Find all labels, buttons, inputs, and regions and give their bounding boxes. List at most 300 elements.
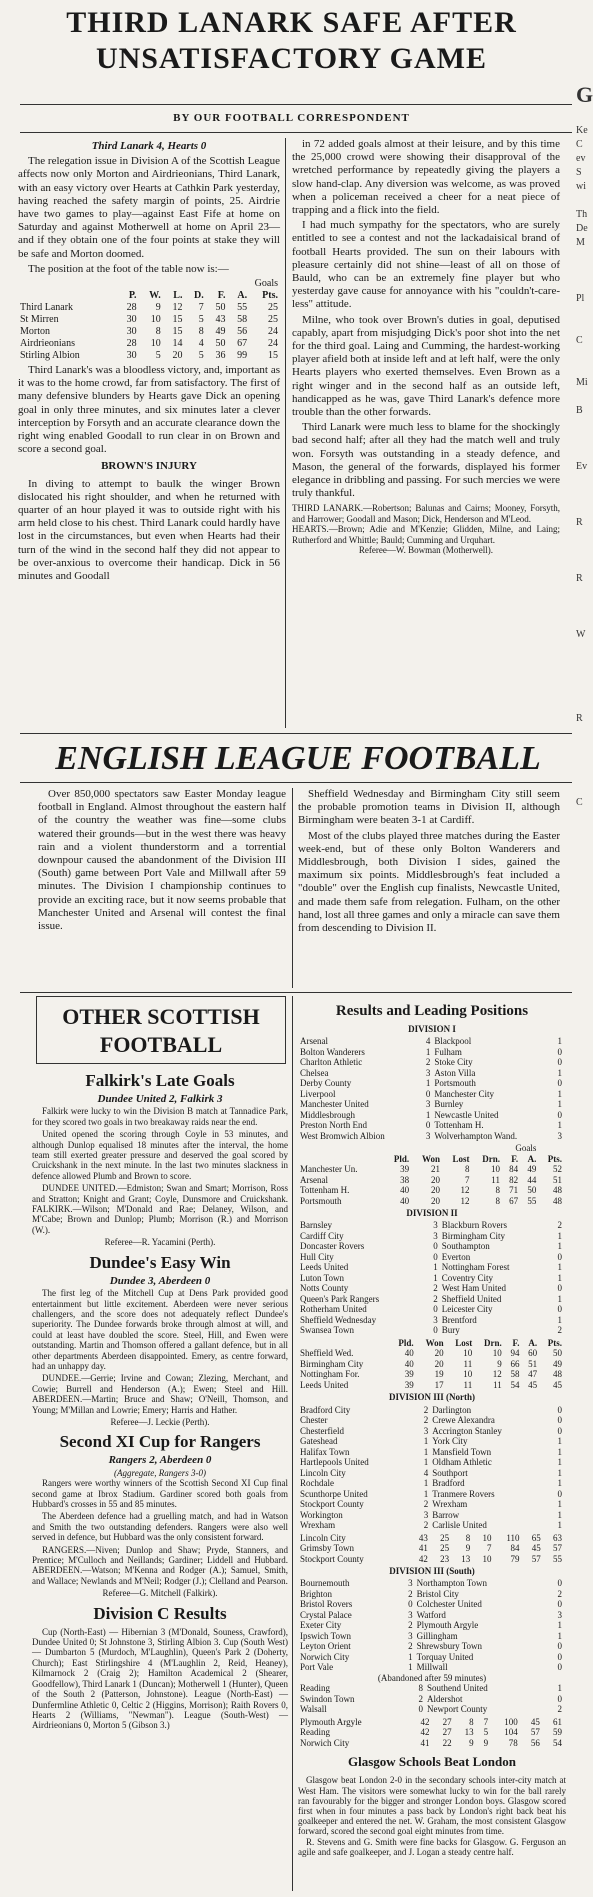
score: 1 [425, 1046, 431, 1057]
stat: 24 [268, 338, 278, 350]
team: Portsmouth [300, 1195, 342, 1206]
edge-fragment [576, 362, 593, 376]
result-row [298, 1089, 564, 1100]
col-header: Won [422, 1153, 441, 1164]
team: Nottingham For. [300, 1369, 360, 1380]
result-row [298, 1694, 564, 1705]
score: 1 [557, 1520, 562, 1531]
team-line: DUNDEE UNITED.—Edmiston; Swan and Smart; Morrison, Ross and Stratton; Knight and Grant; Coyle, Dunsmore and Cruickshank. FALKIRK.—Wilson; M'Donald and Rae; Delaney, Wilson, and M'Cabe; Brown and Dunlop; Plumb; Morrison (R.) and Morrison (W.). [32, 1183, 288, 1235]
col-header: Lost [455, 1337, 473, 1348]
stat: 21 [431, 1164, 441, 1175]
stat: 25 [440, 1543, 450, 1554]
team: Plymouth Argyle [300, 1716, 362, 1727]
divider [20, 104, 572, 105]
stat: 4 [198, 338, 204, 350]
col-header: F. [217, 290, 226, 302]
stat: 28 [126, 338, 137, 350]
team: Wrexham [300, 1520, 336, 1531]
table-row [18, 350, 280, 362]
col-header: L. [173, 290, 183, 302]
stat: 84 [510, 1543, 520, 1554]
score: 0 [557, 1641, 562, 1652]
result-row [298, 1426, 564, 1437]
col-header: F. [512, 1337, 520, 1348]
stat: 10 [482, 1553, 492, 1564]
result-row [298, 1304, 564, 1315]
stat: 50 [215, 302, 226, 314]
edge-fragment [576, 390, 593, 404]
team: Stockport County [300, 1553, 364, 1564]
team: Aldershot [427, 1693, 463, 1704]
referee-line: Referee—J. Leckie (Perth). [110, 1416, 210, 1427]
score: 0 [557, 1425, 562, 1436]
league-table [298, 1533, 564, 1565]
edge-fragment: R [576, 573, 583, 584]
stat: 94 [510, 1348, 520, 1359]
paragraph: United opened the scoring through Coyle in 53 minutes, and although Dunlop equalised 18 minutes after the interval, the home team still exerted greater pressure and deserved the goal scored by Cruickshank in the next minute. In the last two minutes slackness in defence allowed Plumb and Brown to score. [32, 1129, 288, 1181]
league-table [298, 1717, 564, 1749]
stat: 61 [553, 1716, 562, 1727]
stat: 49 [527, 1164, 537, 1175]
table-row [298, 1359, 564, 1370]
table-row [298, 1533, 564, 1544]
score: 3 [423, 1509, 429, 1520]
team: Swansea Town [300, 1325, 354, 1336]
paragraph: Third Lanark's was a bloodless victory, and, important as it was to the home crowd, far from satisfactory. The first of many defensive blunders by Hearts gave Dick an opening goal in only three minutes, and six minutes later a clever interception by Forsyth and an accurate clearance down the right wing enabled Goodall to run clear in on Brown and score a second goal. [18, 364, 280, 456]
team: Oldham Athletic [432, 1457, 492, 1468]
stat: 10 [482, 1532, 492, 1543]
score: 2 [557, 1325, 562, 1336]
edge-fragment [576, 684, 593, 698]
edge-fragment [576, 656, 593, 670]
result-row [298, 1252, 564, 1263]
stat: 20 [434, 1348, 444, 1359]
stat: 67 [237, 338, 248, 350]
edge-fragment [576, 502, 593, 516]
stat: 5 [483, 1727, 489, 1738]
team: Everton [441, 1251, 471, 1262]
score: 1 [433, 1272, 438, 1283]
team: Grimsby Town [300, 1543, 354, 1554]
paragraph: Over 850,000 spectators saw Easter Monday league football in England. Almost throughout the eastern half of the country the weather was fine—some clubs watered their grounds—but in the west there was heavy rain and a violent thunderstorm and a torrential downpour caused the abandonment of the Division III (South) game between Port Vale and Millwall after 59 minutes. The Division I championship continues to provide an exciting race, but it now seems probable that Manchester United and Arsenal will contest the final issue. [38, 788, 286, 933]
team: Bournemouth [300, 1578, 350, 1589]
team: West Bromwich Albion [300, 1130, 385, 1141]
stat: 9 [155, 302, 161, 314]
col-header: P. [128, 290, 137, 302]
team-name: Third Lanark [20, 302, 74, 314]
column-divider [292, 788, 293, 988]
stat: 51 [528, 1358, 538, 1369]
stat: 27 [442, 1727, 452, 1738]
score: 1 [423, 1436, 429, 1447]
result-row [298, 1468, 564, 1479]
stat: 9 [469, 1737, 474, 1748]
result-row [298, 1457, 564, 1468]
team-line: HEARTS.—Brown; Adie and M'Kenzie; Glidden, Milne, and Laing; Rutherford and Whittle; Bauld; Cumming and Urquhart. [292, 524, 560, 545]
edge-fragment: G [576, 82, 593, 107]
stat: 20 [172, 350, 183, 362]
result-row [298, 1294, 564, 1305]
team: Reading [300, 1727, 330, 1738]
stat: 8 [464, 1164, 470, 1175]
stat: 7 [483, 1716, 489, 1727]
result-row [298, 1110, 564, 1121]
stat: 44 [527, 1174, 537, 1185]
table-row [298, 1554, 564, 1565]
table-row [18, 314, 280, 326]
result-row [298, 1220, 564, 1231]
team: Fulham [434, 1046, 462, 1057]
score: 2 [557, 1704, 562, 1715]
score: 1 [557, 1509, 562, 1520]
edge-fragment [576, 586, 593, 600]
team: Notts County [300, 1283, 349, 1294]
stat: 28 [126, 302, 137, 314]
edge-fragment [576, 306, 593, 320]
team: Tranmere Rovers [432, 1488, 495, 1499]
division-heading: DIVISION III (North) [388, 1392, 475, 1403]
team: Southampton [441, 1241, 490, 1252]
edge-fragment: C [576, 139, 583, 150]
score: 1 [557, 1067, 562, 1078]
table-row [298, 1175, 564, 1186]
score: 0 [425, 1120, 431, 1131]
divider [20, 132, 572, 133]
result-row [298, 1610, 564, 1621]
col-header: Pld. [398, 1337, 414, 1348]
section-title: Falkirk's Late Goals [85, 1071, 235, 1090]
stat: 20 [431, 1195, 441, 1206]
table-row [298, 1369, 564, 1380]
team: Brighton [300, 1588, 333, 1599]
stat: 40 [404, 1348, 414, 1359]
edge-fragment [576, 768, 593, 782]
score: 3 [557, 1609, 562, 1620]
table-row [298, 1717, 564, 1728]
score: 1 [557, 1457, 562, 1468]
stat: 54 [510, 1379, 520, 1390]
edge-fragment [576, 670, 593, 684]
box-title: OTHER SCOTTISH FOOTBALL [62, 1004, 260, 1057]
referee-line: Referee—W. Bowman (Motherwell). [358, 545, 494, 556]
score: 3 [557, 1130, 562, 1141]
result-row [298, 1283, 564, 1294]
score: 3 [408, 1630, 413, 1641]
team: Port Vale [300, 1662, 334, 1673]
stat: 104 [504, 1727, 518, 1738]
score: 2 [423, 1404, 429, 1415]
column-divider [285, 138, 286, 728]
edge-fragment: ev [576, 153, 586, 164]
paragraph: Rangers were worthy winners of the Scottish Second XI Cup final second game at Ibrox Stadium. Gardiner scored both goals from Hubbard's crosses in 55 and 85 minutes. [32, 1478, 288, 1509]
team: Lincoln City [300, 1532, 346, 1543]
edge-fragment [576, 278, 593, 292]
stat: 39 [404, 1379, 414, 1390]
edge-fragment: Th [576, 209, 588, 220]
score: 0 [433, 1325, 438, 1336]
stat: 49 [553, 1358, 562, 1369]
table-row [298, 1348, 564, 1359]
table-row [18, 338, 280, 350]
paragraph: Sheffield Wednesday and Birmingham City still seem the probable promotion teams in Division II, although Birmingham were beaten 3-1 at Cardiff. [298, 788, 560, 827]
stat: 8 [155, 326, 161, 338]
stat: 45 [553, 1379, 562, 1390]
table-row [298, 1738, 564, 1749]
score: 1 [557, 1099, 562, 1110]
team: Crystal Palace [300, 1609, 352, 1620]
col-header: Drn. [482, 1153, 500, 1164]
score: 2 [557, 1220, 562, 1231]
table-row [298, 1164, 564, 1175]
team: Darlington [432, 1404, 472, 1415]
score: 1 [423, 1446, 429, 1457]
edge-fragment: wi [576, 181, 586, 192]
score: 1 [425, 1109, 431, 1120]
score: 1 [425, 1078, 431, 1089]
edge-fragment [576, 698, 593, 712]
english-col1 [38, 788, 286, 935]
other-scottish-box [36, 996, 286, 1064]
team: Southend United [427, 1683, 488, 1694]
team: Scunthorpe United [300, 1488, 368, 1499]
team-line: DUNDEE.—Gerrie; Irvine and Cowan; Zlezing, Merchant, and Cowie; Burrell and Henderson (A.); Ewen; Steel and Hill. ABERDEEN.—Martin; Bruce and Shaw; O'Neill, Thomson, and Young; M'Millan and Lowrie; Emery; Harris and Hather. [32, 1373, 288, 1415]
stat: 42 [420, 1716, 430, 1727]
stat: 7 [198, 302, 204, 314]
team: Leeds United [300, 1379, 349, 1390]
result-row [298, 1415, 564, 1426]
col-header: F. [511, 1153, 519, 1164]
team-name: Morton [20, 326, 50, 338]
result-row [298, 1262, 564, 1273]
referee-line: Referee—G. Mitchell (Falkirk). [102, 1588, 218, 1599]
team: Bradford [432, 1478, 465, 1489]
league-table [298, 1338, 564, 1391]
division-heading: DIVISION III (South) [389, 1566, 475, 1577]
score: 0 [557, 1109, 562, 1120]
score: 3 [408, 1609, 413, 1620]
stat: 20 [431, 1174, 441, 1185]
score: 2 [423, 1499, 429, 1510]
team: Newport County [427, 1704, 488, 1715]
result-row [298, 1273, 564, 1284]
score: 3 [433, 1220, 438, 1231]
col-header: Pts. [262, 290, 278, 302]
team: Blackpool [434, 1036, 472, 1047]
result-row [298, 1620, 564, 1631]
edge-fragment [576, 194, 593, 208]
stat: 7 [464, 1174, 470, 1185]
stat: 67 [509, 1195, 519, 1206]
team: Colchester United [416, 1599, 482, 1610]
team: Norwich City [300, 1737, 350, 1748]
stat: 10 [492, 1348, 502, 1359]
col-header: A. [528, 1337, 538, 1348]
stat: 43 [215, 314, 226, 326]
score: 1 [557, 1467, 562, 1478]
stat: 12 [172, 302, 183, 314]
team: Wrexham [432, 1499, 468, 1510]
score-line: Dundee 3, Aberdeen 0 [109, 1274, 211, 1287]
team: Hartlepools United [300, 1457, 369, 1468]
stat: 57 [553, 1543, 562, 1554]
team: Shrewsbury Town [416, 1641, 483, 1652]
team-name: Airdrieonians [20, 338, 75, 350]
team: Lincoln City [300, 1467, 346, 1478]
team-name: Stirling Albion [20, 350, 80, 362]
score: 1 [557, 1436, 562, 1447]
edge-fragment [576, 544, 593, 558]
stat: 78 [508, 1737, 518, 1748]
score: 0 [557, 1057, 562, 1068]
stat: 17 [434, 1379, 444, 1390]
stat: 11 [493, 1379, 502, 1390]
results-column [298, 996, 566, 1857]
stat: 10 [463, 1369, 473, 1380]
score: 0 [557, 1078, 562, 1089]
paragraph: The relegation issue in Division A of the Scottish League affects now only Morton and Airdrieonians, Third Lanark, with an easy victory over Hearts at Cathkin Park yesterday, having reached the safety margin of points, 25. Airdrie have two games to play—against East Fife at home on Saturday and against Motherwell at home on April 23—and if they obtain one of the four points at stake they will be safe and Morton doomed. [18, 155, 280, 260]
result-row [298, 1447, 564, 1458]
table-row [298, 1543, 564, 1554]
paragraph: R. Stevens and G. Smith were fine backs for Glasgow. G. Ferguson an agile and safe goalkeeper, and J. Logan a steady centre half. [298, 1836, 566, 1857]
stat: 22 [442, 1737, 452, 1748]
edge-fragment [576, 600, 593, 614]
stat: 54 [553, 1737, 562, 1748]
section-title: Second XI Cup for Rangers [59, 1432, 261, 1452]
stat: 41 [420, 1737, 430, 1748]
team: Hull City [300, 1251, 334, 1262]
stat: 48 [553, 1195, 562, 1206]
edge-fragment: Mi [576, 377, 588, 388]
result-row [298, 1478, 564, 1489]
score: 1 [557, 1272, 562, 1283]
stat: 52 [553, 1164, 562, 1175]
stat: 36 [215, 350, 226, 362]
stat: 5 [155, 350, 161, 362]
stat: 55 [553, 1553, 562, 1564]
team: Barnsley [300, 1220, 332, 1231]
divider [20, 733, 572, 734]
score: 0 [557, 1046, 562, 1057]
edge-fragment [576, 782, 593, 796]
edge-fragment: R [576, 517, 583, 528]
team: Accrington Stanley [432, 1425, 502, 1436]
edge-fragment [576, 740, 593, 754]
team: Halifax Town [300, 1446, 350, 1457]
edge-fragment [576, 558, 593, 572]
team-name: St Mirren [20, 314, 59, 326]
score: 3 [408, 1578, 413, 1589]
edge-fragment: De [576, 223, 588, 234]
score: 2 [423, 1415, 429, 1426]
article-third-lanark-col2 [292, 138, 560, 556]
result-row [298, 1683, 564, 1694]
team: Birmingham City [300, 1358, 364, 1369]
edge-fragment: R [576, 713, 583, 724]
score: 0 [557, 1404, 562, 1415]
stat: 110 [506, 1532, 520, 1543]
result-row [298, 1662, 564, 1673]
goals-label: Goals [254, 278, 278, 290]
stat: 45 [528, 1379, 538, 1390]
score: 3 [423, 1425, 429, 1436]
stat: 9 [483, 1737, 489, 1748]
table-row [18, 326, 280, 338]
team: Southport [432, 1467, 468, 1478]
headline-line2: UNSATISFACTORY GAME [95, 42, 488, 75]
score: 1 [557, 1683, 562, 1694]
stat: 30 [126, 314, 137, 326]
team: Sheffield Wed. [300, 1348, 354, 1359]
divider [20, 992, 572, 993]
stat: 8 [198, 326, 204, 338]
team: Swindon Town [300, 1693, 355, 1704]
section-title: Division C Results [93, 1603, 227, 1623]
result-row [298, 1499, 564, 1510]
team: Walsall [300, 1704, 327, 1715]
stat: 82 [509, 1174, 519, 1185]
stat: 40 [400, 1185, 410, 1196]
col-header: W. [149, 290, 161, 302]
score: 0 [433, 1241, 438, 1252]
table-row [298, 1380, 564, 1391]
results-table [298, 1220, 564, 1336]
stat: 19 [434, 1369, 444, 1380]
stat: 12 [460, 1195, 470, 1206]
stat: 40 [404, 1358, 414, 1369]
team-line: RANGERS.—Niven; Dunlop and Shaw; Pryde, Stanners, and Prentice; M'Culloch and Neillands; Gardiner; Liddell and Hubbard. ABERDEEN.—Watson; M'Kenna and Rodger (A.); Samuel, Smith, and Wallace; Newlands and M'Neil; Rodger (J.); Clelland and Pearson. [32, 1544, 288, 1586]
score: 2 [408, 1620, 413, 1631]
team: Chesterfield [300, 1425, 344, 1436]
results-table [298, 1036, 564, 1141]
goals-label: Goals [515, 1143, 537, 1154]
score: 1 [408, 1651, 413, 1662]
result-row [298, 1520, 564, 1531]
team: Tottenham H. [434, 1120, 484, 1131]
edge-fragment: S [576, 167, 582, 178]
edge-fragment [576, 474, 593, 488]
team: Cardiff City [300, 1230, 344, 1241]
score: 0 [433, 1251, 438, 1262]
team: Manchester Un. [300, 1164, 358, 1175]
score: 3 [425, 1130, 431, 1141]
team: Luton Town [300, 1272, 344, 1283]
edge-fragment [576, 418, 593, 432]
col-header: D. [194, 290, 204, 302]
stat: 48 [553, 1185, 562, 1196]
stat: 10 [150, 338, 161, 350]
score: 1 [557, 1630, 562, 1641]
score-line: Rangers 2, Aberdeen 0 [108, 1454, 212, 1467]
result-row [298, 1120, 564, 1131]
team: Reading [300, 1683, 330, 1694]
results-table [298, 1405, 564, 1531]
col-header: Drn. [484, 1337, 502, 1348]
results-table [298, 1683, 564, 1715]
team: Norwich City [300, 1651, 350, 1662]
edge-fragment: Ev [576, 461, 588, 472]
stat: 56 [237, 326, 248, 338]
stat: 47 [528, 1369, 538, 1380]
score: 3 [425, 1099, 431, 1110]
team: Arsenal [300, 1036, 328, 1047]
english-col2 [298, 788, 560, 937]
team: Stoke City [434, 1057, 473, 1068]
score: 2 [408, 1641, 413, 1652]
paragraph: The first leg of the Mitchell Cup at Dens Park provided good entertainment but little excitement. Aberdeen were never serious challengers, and the score does not adequately reflect Dundee's superiority. The Dundee forwards broke through almost at will, and could at least have doubled the score. Steel, Hill, and Ewen were outstanding. Martin and Thomson offered a gallant defence, but in all other departments Aberdeen disappointed. Emery, as centre forward, had an unhappy day. [32, 1288, 288, 1371]
result-row [298, 1068, 564, 1079]
team: Leyton Orient [300, 1641, 351, 1652]
stat: 39 [404, 1369, 414, 1380]
